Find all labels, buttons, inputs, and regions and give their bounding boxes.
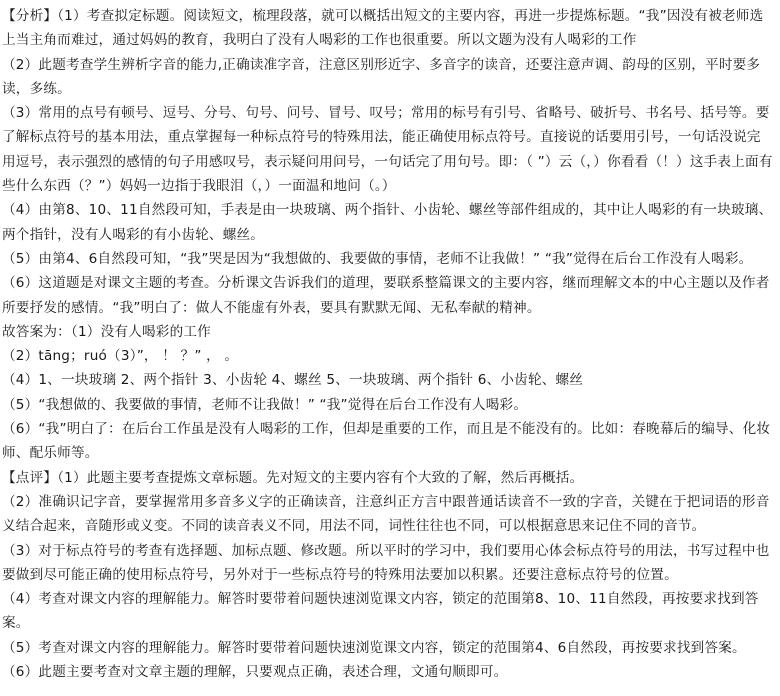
comment-q5: （5）考查对课文内容的理解能力。解答时要带着问题快速浏览课文内容，锁定的范围第4、6自然段，再按要求找到答案。 bbox=[2, 639, 746, 656]
comment-q2: （2）准确识记字音，要掌握常用多音多义字的正确读音，注意纠正方言中跟普通话读音不一致的字音，关键在于把词语的形音义结合起来，音随形或义变。不同的读音表义不同，用法不同，词性往往也不同，可以根据意思来记住不同的音节。 bbox=[2, 493, 770, 535]
analysis-q5: （5）由第4、6自然段可知，“我”哭是因为“我想做的、我要做的事情，老师不让我做！” “我”觉得在后台工作没有人喝彩。 bbox=[2, 250, 753, 267]
comment-q4: （4）考查对课文内容的理解能力。解答时要带着问题快速浏览课文内容，锁定的范围第8、10、11自然段，再按要求找到答案。 bbox=[2, 591, 759, 632]
comment-q6: （6）此题主要考查对文章主题的理解，只要观点正确，表述合理，文通句顺即可。 bbox=[2, 664, 508, 681]
analysis-q6: （6）这道题是对课文主题的考查。分析课文告诉我们的道理，要联系整篇课文的主要内容，继而理解文本的中心主题以及作者所要抒发的感情。“我”明白了：做人不能虚有外表，要具有默默无闻、无私奉献的精神。 bbox=[2, 275, 770, 316]
analysis-q1: 【分析】（1）考查拟定标题。阅读短文，梳理段落，就可以概括出短文的主要内容，再进一步提炼标题。“我”因没有被老师选上当主角而难过，通过妈妈的教育，我明白了没有人喝彩的工作也很重要。所以文题为没有人喝彩的工作 bbox=[2, 8, 764, 49]
analysis-q4: （4）由第8、10、11自然段可知，手表是由一块玻璃、两个指针、小齿轮、螺丝等部件组成的，其中让人喝彩的有一块玻璃、两个指针，没有人喝彩的有小齿轮、螺丝。 bbox=[2, 202, 773, 243]
answer-q5: （5）“我想做的、我要做的事情，老师不让我做！” “我”觉得在后台工作没有人喝彩。 bbox=[2, 396, 528, 413]
comment-q1: 【点评】（1）此题主要考查提炼文章标题。先对短文的主要内容有个大致的了解，然后再概括。 bbox=[2, 469, 584, 486]
answer-q1: 故答案为：（1）没有人喝彩的工作 bbox=[2, 323, 211, 340]
analysis-q3: （3）常用的点号有顿号、逗号、分号、句号、问号、冒号、叹号；常用的标号有引号、省略号、破折号、书名号、括号等。要了解标点符号的基本用法，重点掌握每一种标点符号的特殊用法，能正确使用标点符号。直接说的话要用引号，一句话没说完用逗号，表示强烈的感情的句子用感叹号，表示疑问用问号，一句话完了用句号。即：（ ”）云（，）你看看（！）这手表上面有些什么东西（？”）妈妈一边指于我眼泪（，）一面温和地问（。） bbox=[2, 105, 773, 195]
analysis-q2: （2）此题考查学生辨析字音的能力,正确读准字音，注意区别形近字、多音字的读音，还要注意声调、韵母的区别，平时要多读，多练。 bbox=[2, 56, 761, 97]
answer-q4: （4）1、一块玻璃 2、两个指针 3、小齿轮 4、螺丝 5、一块玻璃、两个指针 6、小齿轮、螺丝 bbox=[2, 372, 584, 389]
answer-q2-q3: （2）tāng；ruó（3）”， ！ ？” ， 。 bbox=[2, 348, 239, 365]
comment-q3: （3）对于标点符号的考查有选择题、加标点题、修改题。所以平时的学习中，我们要用心体会标点符号的用法，书写过程中也要做到尽可能正确的使用标点符号，另外对于一些标点符号的特殊用法要加以积累。还要注意标点符号的位置。 bbox=[2, 542, 770, 583]
answer-q6: （6）“我”明白了：在后台工作虽是没有人喝彩的工作，但却是重要的工作，而且是不能没有的。比如：春晚幕后的编导、化妆师、配乐师等。 bbox=[2, 421, 771, 462]
